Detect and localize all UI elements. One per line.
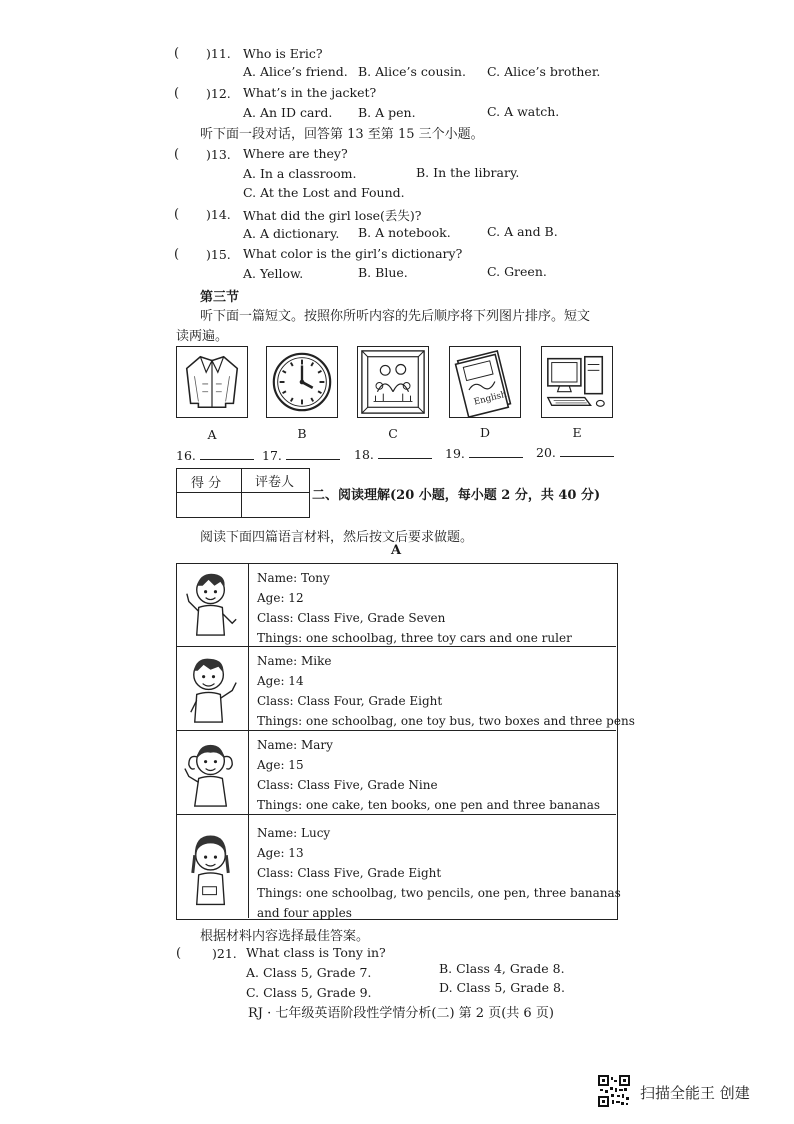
- student-class: Class: Class Five, Grade Seven: [257, 611, 446, 625]
- picture-b: [266, 346, 338, 418]
- student-info: [257, 651, 635, 731]
- question-number: )14.: [206, 207, 231, 222]
- clock-icon: [267, 347, 337, 417]
- picture-c: [357, 346, 429, 418]
- table-row: [177, 564, 616, 647]
- answer-paren: (: [174, 147, 180, 162]
- option: A. Alice’s friend.: [243, 64, 348, 79]
- girl-headband-icon: [177, 815, 248, 918]
- girl-avatar: [177, 731, 249, 814]
- table-row: [177, 815, 621, 920]
- table-row: [177, 647, 635, 731]
- question-text: Who is Eric?: [243, 46, 323, 61]
- girl-pigtails-icon: [177, 731, 248, 814]
- section-title: 第三节: [200, 290, 240, 305]
- computer-icon: [542, 347, 612, 417]
- option: C. At the Lost and Found.: [243, 185, 405, 200]
- english-book-icon: [450, 347, 520, 417]
- part2-instruction: 阅读下面四篇语言材料，然后按文后要求做题。: [200, 530, 474, 545]
- picture-label: C: [388, 426, 398, 441]
- boy-avatar: [177, 564, 249, 646]
- student-things: Things: one schoolbag, three toy cars and one ruler: [257, 631, 572, 645]
- answer-paren: (: [174, 207, 180, 222]
- option: A. A dictionary.: [243, 226, 340, 241]
- answer-blank[interactable]: 18.: [354, 446, 432, 462]
- picture-label: A: [207, 427, 217, 442]
- student-class: Class: Class Five, Grade Nine: [257, 778, 438, 792]
- choose-instruction: 根据材料内容选择最佳答案。: [200, 929, 370, 944]
- score-box: [176, 468, 310, 518]
- qr-code-icon: [598, 1075, 630, 1107]
- student-table: [176, 563, 635, 920]
- question-number: )12.: [206, 86, 231, 101]
- girl-avatar: [177, 815, 249, 918]
- passage-label: A: [391, 543, 402, 558]
- student-info: [257, 568, 572, 648]
- student-age: Age: 13: [257, 846, 304, 860]
- option: B. Blue.: [358, 265, 408, 280]
- option: B. In the library.: [416, 165, 520, 180]
- student-age: Age: 14: [257, 674, 304, 688]
- option: C. Alice’s brother.: [487, 64, 601, 79]
- student-info: [257, 735, 600, 815]
- student-class: Class: Class Five, Grade Eight: [257, 866, 442, 880]
- student-age: Age: 15: [257, 758, 304, 772]
- answer-blank[interactable]: 17.: [262, 447, 340, 463]
- picture-label: D: [479, 425, 491, 440]
- option: C. Class 5, Grade 9.: [246, 985, 372, 1000]
- student-info: [257, 823, 621, 923]
- answer-blank[interactable]: 19.: [445, 445, 523, 461]
- picture-label: B: [297, 426, 307, 441]
- question-text: What color is the girl’s dictionary?: [243, 246, 463, 261]
- option: B. Class 4, Grade 8.: [439, 961, 565, 976]
- question-text: What did the girl lose(丢失)?: [243, 208, 422, 223]
- answer-paren: (: [176, 946, 182, 961]
- question-number: )15.: [206, 247, 231, 262]
- answer-paren: (: [174, 46, 180, 61]
- student-things-cont: and four apples: [257, 906, 352, 920]
- student-name: Name: Lucy: [257, 826, 331, 840]
- option: B. A notebook.: [358, 225, 451, 240]
- grader-label: 评卷人: [255, 475, 295, 490]
- student-name: Name: Tony: [257, 571, 330, 585]
- option: C. A and B.: [487, 224, 558, 239]
- option: A. Class 5, Grade 7.: [246, 965, 372, 980]
- student-class: Class: Class Four, Grade Eight: [257, 694, 443, 708]
- student-name: Name: Mike: [257, 654, 332, 668]
- score-label: 得 分: [191, 476, 222, 491]
- question-number: )11.: [206, 46, 231, 61]
- option: B. A pen.: [358, 105, 416, 120]
- answer-paren: (: [174, 86, 180, 101]
- table-row: [177, 731, 616, 815]
- question-text: What class is Tony in?: [246, 945, 386, 960]
- section-instruction-cont: 读两遍。: [176, 329, 229, 344]
- student-things: Things: one cake, ten books, one pen and three bananas: [257, 798, 601, 812]
- option: C. A watch.: [487, 104, 560, 119]
- question-text: Where are they?: [243, 146, 348, 161]
- question-text: What’s in the jacket?: [243, 85, 377, 100]
- page-footer: RJ · 七年级英语阶段性学情分析(二) 第 2 页(共 6 页): [248, 1006, 554, 1021]
- student-name: Name: Mary: [257, 738, 333, 752]
- option: C. Green.: [487, 264, 547, 279]
- boy-waving-icon: [177, 564, 248, 646]
- boy-pointing-icon: [177, 647, 248, 730]
- picture-d: [449, 346, 521, 418]
- option: D. Class 5, Grade 8.: [439, 980, 565, 995]
- option: A. In a classroom.: [243, 166, 357, 181]
- option: A. Yellow.: [243, 266, 304, 281]
- question-number: )21.: [212, 946, 237, 961]
- part2-title: 二、阅读理解(20 小题，每小题 2 分，共 40 分): [312, 488, 601, 503]
- answer-blank[interactable]: 16.: [176, 447, 254, 463]
- section-instruction: 听下面一篇短文。按照你所听内容的先后顺序将下列图片排序。短文: [200, 309, 591, 324]
- watermark-text: 扫描全能王 创建: [640, 1084, 750, 1102]
- picture-e: [541, 346, 613, 418]
- option: B. Alice’s cousin.: [358, 64, 466, 79]
- question-number: )13.: [206, 147, 231, 162]
- boy-avatar: [177, 647, 249, 730]
- instruction-13-15: 听下面一段对话，回答第 13 至第 15 三个小题。: [200, 127, 484, 142]
- picture-a: [176, 346, 248, 418]
- jacket-icon: [177, 347, 247, 417]
- svg-text:English: English: [472, 389, 508, 408]
- family-photo-icon: [358, 347, 428, 417]
- answer-blank[interactable]: 20.: [536, 444, 614, 460]
- student-age: Age: 12: [257, 591, 304, 605]
- student-things: Things: one schoolbag, one toy bus, two boxes and three pens: [257, 714, 635, 728]
- option: A. An ID card.: [243, 105, 333, 120]
- answer-paren: (: [174, 247, 180, 262]
- student-things: Things: one schoolbag, two pencils, one pen, three bananas: [257, 886, 621, 900]
- picture-label: E: [572, 425, 582, 440]
